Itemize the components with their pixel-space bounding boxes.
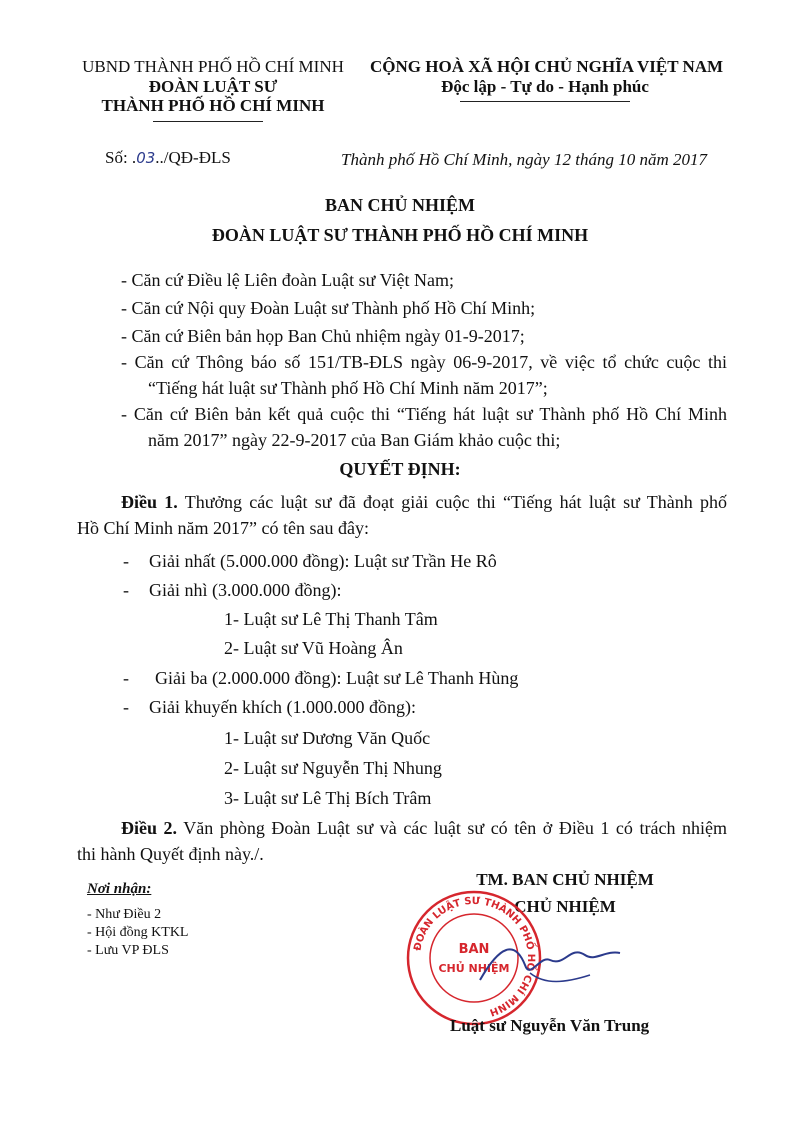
article1-label: Điều 1.	[121, 492, 178, 512]
handwritten-number: 03	[136, 149, 156, 167]
article1-paragraph: Điều 1. Thưởng các luật sư đã đoạt giải cuộc thi “Tiếng hát luật sư Thành phố	[121, 492, 728, 512]
document-number: Số: .03../QĐ-ĐLS	[105, 148, 231, 167]
prize-first: Giải nhất (5.000.000 đồng): Luật sư Trần He Rô	[149, 551, 497, 571]
article2-label: Điều 2.	[121, 818, 178, 838]
header-left-underline	[153, 121, 263, 122]
title-line1: BAN CHỦ NHIỆM	[324, 195, 475, 215]
basis-item-continued: “Tiếng hát luật sư Thành phố Hồ Chí Minh năm 2017”;	[148, 378, 548, 398]
bullet-dash: -	[123, 668, 129, 688]
basis-item: - Căn cứ Biên bản kết quả cuộc thi “Tiếng hát luật sư Thành phố Hồ Chí Minh	[121, 404, 727, 424]
recipient-item: - Lưu VP ĐLS	[87, 943, 169, 958]
prize-consolation: Giải khuyến khích (1.000.000 đồng):	[149, 697, 416, 717]
signature-position: CHỦ NHIỆM	[514, 897, 616, 916]
seal-center-text-1: BAN	[458, 942, 490, 957]
recipient-item: - Như Điều 2	[87, 907, 162, 922]
prize-second: Giải nhì (3.000.000 đồng):	[149, 580, 342, 600]
prize-third: Giải ba (2.000.000 đồng): Luật sư Lê Thanh Hùng	[155, 668, 519, 688]
header-agency-name: ĐOÀN LUẬT SƯ	[148, 77, 278, 96]
article2-paragraph: Điều 2. Văn phòng Đoàn Luật sư và các luật sư có tên ở Điều 1 có trách nhiệm	[121, 818, 727, 838]
place-date: Thành phố Hồ Chí Minh, ngày 12 tháng 10 năm 2017	[341, 150, 707, 169]
bullet-dash: -	[123, 580, 129, 600]
header-motto: Độc lập - Tự do - Hạnh phúc	[441, 77, 649, 96]
prize-consolation-winner: 1- Luật sư Dương Văn Quốc	[224, 728, 431, 748]
bullet-dash: -	[123, 697, 129, 717]
prize-consolation-winner: 2- Luật sư Nguyễn Thị Nhung	[224, 758, 442, 778]
header-agency-parent: UBND THÀNH PHỐ HỒ CHÍ MINH	[82, 57, 344, 76]
basis-item: - Căn cứ Điều lệ Liên đoàn Luật sư Việt Nam;	[121, 270, 455, 290]
title-line2: ĐOÀN LUẬT SƯ THÀNH PHỐ HỒ CHÍ MINH	[211, 225, 589, 245]
decision-heading: QUYẾT ĐỊNH:	[339, 459, 461, 479]
recipients-heading: Nơi nhận:	[87, 881, 152, 897]
seal-ring-text: ĐOÀN LUẬT SƯ THÀNH PHỐ HỒ CHÍ MINH	[412, 895, 537, 1018]
prize-second-winner: 2- Luật sư Vũ Hoàng Ân	[224, 638, 403, 658]
signature-title: TM. BAN CHỦ NHIỆM	[476, 870, 654, 889]
header-right-underline	[460, 101, 630, 102]
article1-paragraph-continued: Hồ Chí Minh năm 2017” có tên sau đây:	[77, 518, 369, 538]
basis-item-continued: năm 2017” ngày 22-9-2017 của Ban Giám khảo cuộc thi;	[148, 430, 561, 450]
basis-item: - Căn cứ Biên bản họp Ban Chủ nhiệm ngày 01-9-2017;	[121, 326, 525, 346]
basis-item: - Căn cứ Nội quy Đoàn Luật sư Thành phố Hồ Chí Minh;	[121, 298, 536, 318]
header-country: CỘNG HOÀ XÃ HỘI CHỦ NGHĨA VIỆT NAM	[370, 57, 724, 76]
header-agency-city: THÀNH PHỐ HỒ CHÍ MINH	[101, 96, 325, 115]
article2-paragraph-continued: thi hành Quyết định này./.	[77, 844, 264, 864]
handwritten-signature	[470, 925, 640, 1005]
seal-center-text-2: CHỦ NHIỆM	[438, 962, 510, 975]
recipient-item: - Hội đồng KTKL	[87, 925, 189, 940]
bullet-dash: -	[123, 551, 129, 571]
signatory-name: Luật sư Nguyễn Văn Trung	[450, 1016, 650, 1035]
basis-item: - Căn cứ Thông báo số 151/TB-ĐLS ngày 06-9-2017, về việc tổ chức cuộc thi	[121, 352, 727, 372]
prize-second-winner: 1- Luật sư Lê Thị Thanh Tâm	[224, 609, 438, 629]
prize-consolation-winner: 3- Luật sư Lê Thị Bích Trâm	[224, 788, 432, 808]
